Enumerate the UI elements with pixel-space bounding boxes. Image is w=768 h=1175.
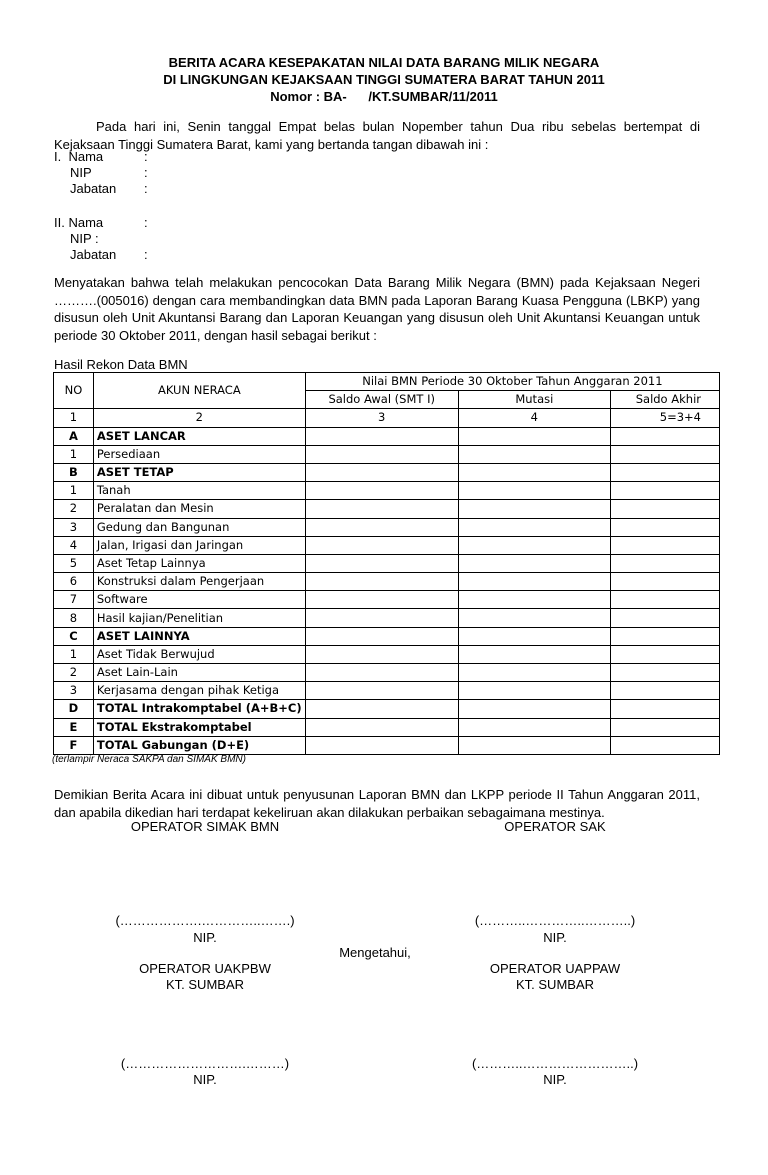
row-akun: Tanah [93, 482, 305, 500]
table-row [54, 664, 720, 682]
intro-paragraph: Pada hari ini, Senin tanggal Empat belas bulan Nopember tahun Dua ribu sebelas bertempat di Kejaksaan Tinggi Sumatera Barat, kami yang bertanda tangan dibawah ini : [54, 119, 700, 152]
party-1-nama-colon: : [144, 149, 148, 164]
row-akun: Peralatan dan Mesin [93, 500, 305, 518]
signature-line-uappaw: (………..……………………..) [471, 1056, 639, 1071]
saldo-awal-cell [305, 536, 458, 554]
party-2-nama-label: II. Nama [54, 215, 104, 230]
row-no: D [54, 700, 94, 718]
signature-line-uakpbw: (……………………….………) [120, 1056, 290, 1071]
row-no: 2 [54, 664, 94, 682]
table-note: (terlampir Neraca SAKPA dan SIMAK BMN) [52, 754, 246, 765]
statement-paragraph: Menyatakan bahwa telah melakukan pencocokan Data Barang Milik Negara (BMN) pada Kejaksaan Negeri ……….(005016) dengan cara membandingkan data BMN pada Laporan Barang Kuasa Pengguna (LBKP) yang disusun oleh Unit Akuntansi Barang dan Laporan Keuangan yang disusun oleh Unit Akuntansi Keuangan untuk periode 30 Oktober 2011, dengan hasil sebagai berikut : [54, 275, 700, 343]
saldo-awal-cell [305, 718, 458, 736]
index-cell: 4 [458, 409, 610, 427]
row-akun: Software [93, 591, 305, 609]
document-number: Nomor : BA- /KT.SUMBAR/11/2011 [270, 89, 498, 104]
mutasi-cell [458, 736, 610, 754]
party-2-jabatan-label: Jabatan [70, 247, 117, 262]
saldo-akhir-cell [611, 482, 720, 500]
table-row [54, 682, 720, 700]
index-cell: 3 [305, 409, 458, 427]
party-1-jabatan-label: Jabatan [70, 181, 117, 196]
row-no: 7 [54, 591, 94, 609]
mutasi-cell [458, 591, 610, 609]
party-1-nama-label: I. Nama [54, 149, 104, 164]
table-row [54, 700, 720, 718]
row-akun: Persediaan [93, 445, 305, 463]
row-no: 3 [54, 682, 94, 700]
row-akun: TOTAL Gabungan (D+E) [93, 736, 305, 754]
table-row [54, 463, 720, 481]
saldo-akhir-cell [611, 573, 720, 591]
table-row [54, 500, 720, 518]
mengetahui-label: Mengetahui, [339, 945, 411, 960]
table-row [54, 736, 720, 754]
row-no: A [54, 427, 94, 445]
party-2-nama-colon: : [144, 215, 148, 230]
mutasi-cell [458, 700, 610, 718]
saldo-awal-cell [305, 591, 458, 609]
saldo-akhir-cell [611, 518, 720, 536]
row-no: 1 [54, 445, 94, 463]
row-no: 2 [54, 500, 94, 518]
saldo-awal-cell [305, 609, 458, 627]
table-row [54, 518, 720, 536]
mutasi-cell [458, 609, 610, 627]
saldo-awal-cell [305, 573, 458, 591]
row-akun: Aset Tidak Berwujud [93, 645, 305, 663]
col-header-saldo-awal: Saldo Awal (SMT I) [305, 391, 458, 409]
saldo-akhir-cell [611, 682, 720, 700]
row-akun: TOTAL Intrakomptabel (A+B+C) [93, 700, 305, 718]
row-akun: Kerjasama dengan pihak Ketiga [93, 682, 305, 700]
table-row [54, 718, 720, 736]
saldo-awal-cell [305, 482, 458, 500]
operator-uakpbw-label: OPERATOR UAKPBW [139, 961, 271, 976]
party-1-nip-label: NIP [70, 165, 92, 180]
saldo-awal-cell [305, 500, 458, 518]
saldo-awal-cell [305, 736, 458, 754]
operator-uappaw-label: OPERATOR UAPPAW [489, 961, 621, 976]
row-akun: Gedung dan Bangunan [93, 518, 305, 536]
title-line-2: DI LINGKUNGAN KEJAKSAAN TINGGI SUMATERA BARAT TAHUN 2011 [163, 72, 605, 87]
col-header-no: NO [54, 373, 94, 409]
saldo-awal-cell [305, 518, 458, 536]
party-1-jabatan-colon: : [144, 181, 148, 196]
row-akun: Konstruksi dalam Pengerjaan [93, 573, 305, 591]
saldo-akhir-cell [611, 664, 720, 682]
row-akun: Hasil kajian/Penelitian [93, 609, 305, 627]
row-akun: ASET TETAP [93, 463, 305, 481]
title-line-1: BERITA ACARA KESEPAKATAN NILAI DATA BARANG MILIK NEGARA [168, 55, 600, 70]
saldo-akhir-cell [611, 700, 720, 718]
nip-uakpbw: NIP. [193, 1072, 217, 1087]
operator-simak-label: OPERATOR SIMAK BMN [130, 819, 280, 834]
kt-sumbar-left: KT. SUMBAR [165, 977, 244, 992]
saldo-akhir-cell [611, 645, 720, 663]
row-no: 8 [54, 609, 94, 627]
saldo-akhir-cell [611, 445, 720, 463]
saldo-akhir-cell [611, 736, 720, 754]
table-caption: Hasil Rekon Data BMN [54, 357, 188, 372]
mutasi-cell [458, 445, 610, 463]
index-cell: 5=3+4 [611, 409, 720, 427]
saldo-awal-cell [305, 627, 458, 645]
table-row [54, 591, 720, 609]
party-1-nip-colon: : [144, 165, 148, 180]
closing-paragraph: Demikian Berita Acara ini dibuat untuk penyusunan Laporan BMN dan LKPP periode II Tahun Anggaran 2011, dan apabila dikedian hari terdapat kekeliruan akan dilakukan perbaikan sebagaimana mestinya. [54, 787, 700, 820]
table-row [54, 482, 720, 500]
mutasi-cell [458, 463, 610, 481]
mutasi-cell [458, 536, 610, 554]
row-no: B [54, 463, 94, 481]
mutasi-cell [458, 427, 610, 445]
row-akun: ASET LAINNYA [93, 627, 305, 645]
index-cell: 1 [54, 409, 94, 427]
row-akun: Aset Lain-Lain [93, 664, 305, 682]
col-header-akun: AKUN NERACA [93, 373, 305, 409]
table-row [54, 554, 720, 572]
table-row [54, 609, 720, 627]
col-header-nilai-bmn: Nilai BMN Periode 30 Oktober Tahun Anggaran 2011 [305, 373, 719, 391]
row-akun: ASET LANCAR [93, 427, 305, 445]
table-header-row [54, 373, 720, 391]
row-no: F [54, 736, 94, 754]
nip-simak: NIP. [193, 930, 217, 945]
saldo-awal-cell [305, 700, 458, 718]
col-header-mutasi: Mutasi [458, 391, 610, 409]
kt-sumbar-right: KT. SUMBAR [515, 977, 594, 992]
mutasi-cell [458, 718, 610, 736]
table-row [54, 573, 720, 591]
saldo-akhir-cell [611, 627, 720, 645]
mutasi-cell [458, 573, 610, 591]
saldo-akhir-cell [611, 427, 720, 445]
col-header-saldo-akhir: Saldo Akhir [611, 391, 720, 409]
saldo-awal-cell [305, 463, 458, 481]
row-no: E [54, 718, 94, 736]
table-row [54, 427, 720, 445]
row-no: 1 [54, 482, 94, 500]
saldo-akhir-cell [611, 718, 720, 736]
saldo-awal-cell [305, 682, 458, 700]
party-2-jabatan-colon: : [144, 247, 148, 262]
mutasi-cell [458, 554, 610, 572]
mutasi-cell [458, 627, 610, 645]
table-row [54, 627, 720, 645]
index-cell: 2 [93, 409, 305, 427]
rekon-table [53, 372, 720, 755]
party-2-nip-label: NIP : [70, 231, 99, 246]
saldo-akhir-cell [611, 591, 720, 609]
saldo-awal-cell [305, 664, 458, 682]
nip-uappaw: NIP. [543, 1072, 567, 1087]
row-no: 1 [54, 645, 94, 663]
saldo-akhir-cell [611, 536, 720, 554]
row-akun: Aset Tetap Lainnya [93, 554, 305, 572]
row-no: C [54, 627, 94, 645]
saldo-awal-cell [305, 645, 458, 663]
mutasi-cell [458, 645, 610, 663]
row-akun: TOTAL Ekstrakomptabel [93, 718, 305, 736]
mutasi-cell [458, 518, 610, 536]
saldo-akhir-cell [611, 463, 720, 481]
row-no: 6 [54, 573, 94, 591]
signature-line-simak: (……………….…………..…….) [115, 913, 295, 928]
mutasi-cell [458, 682, 610, 700]
saldo-awal-cell [305, 554, 458, 572]
signature-line-sak: (………..…………..………..) [474, 913, 636, 928]
table-row [54, 445, 720, 463]
row-no: 5 [54, 554, 94, 572]
saldo-akhir-cell [611, 500, 720, 518]
table-row [54, 536, 720, 554]
nip-sak: NIP. [543, 930, 567, 945]
row-akun: Jalan, Irigasi dan Jaringan [93, 536, 305, 554]
row-no: 3 [54, 518, 94, 536]
table-index-row [54, 409, 720, 427]
row-no: 4 [54, 536, 94, 554]
table-row [54, 645, 720, 663]
saldo-awal-cell [305, 445, 458, 463]
mutasi-cell [458, 664, 610, 682]
mutasi-cell [458, 500, 610, 518]
saldo-awal-cell [305, 427, 458, 445]
saldo-akhir-cell [611, 609, 720, 627]
operator-sak-label: OPERATOR SAK [504, 819, 606, 834]
saldo-akhir-cell [611, 554, 720, 572]
mutasi-cell [458, 482, 610, 500]
